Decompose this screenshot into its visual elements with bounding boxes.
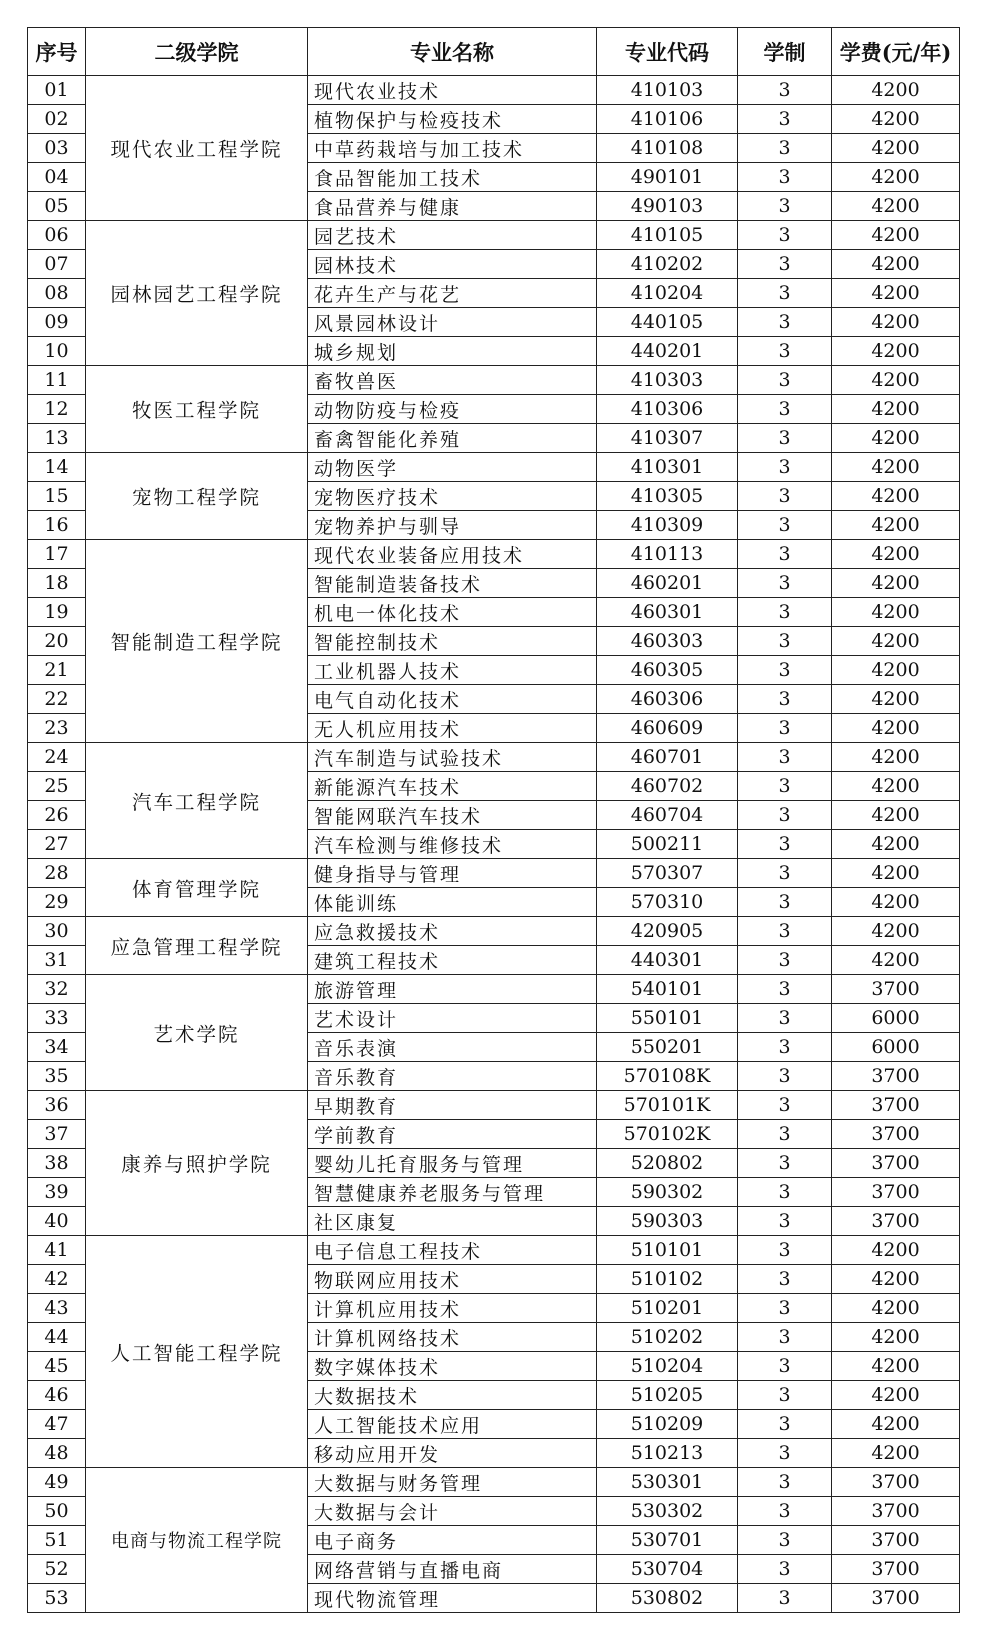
major-code: 440201 bbox=[597, 337, 738, 366]
major-code: 410306 bbox=[597, 395, 738, 424]
duration: 3 bbox=[738, 1091, 832, 1120]
major-code: 460305 bbox=[597, 656, 738, 685]
major-code: 410105 bbox=[597, 221, 738, 250]
row-index: 33 bbox=[28, 1004, 86, 1033]
major-code: 570101K bbox=[597, 1091, 738, 1120]
tuition: 4200 bbox=[832, 1352, 960, 1381]
tuition: 4200 bbox=[832, 163, 960, 192]
duration: 3 bbox=[738, 1468, 832, 1497]
row-index: 05 bbox=[28, 192, 86, 221]
major-name: 植物保护与检疫技术 bbox=[308, 105, 597, 134]
row-index: 08 bbox=[28, 279, 86, 308]
tuition: 3700 bbox=[832, 1091, 960, 1120]
tuition: 4200 bbox=[832, 946, 960, 975]
major-name: 应急救援技术 bbox=[308, 917, 597, 946]
major-name: 园林技术 bbox=[308, 250, 597, 279]
major-code: 550101 bbox=[597, 1004, 738, 1033]
college-name: 康养与照护学院 bbox=[86, 1091, 308, 1236]
major-name: 学前教育 bbox=[308, 1120, 597, 1149]
duration: 3 bbox=[738, 656, 832, 685]
major-name: 机电一体化技术 bbox=[308, 598, 597, 627]
duration: 3 bbox=[738, 975, 832, 1004]
major-code: 510201 bbox=[597, 1294, 738, 1323]
row-index: 34 bbox=[28, 1033, 86, 1062]
tuition: 4200 bbox=[832, 598, 960, 627]
duration: 3 bbox=[738, 714, 832, 743]
duration: 3 bbox=[738, 134, 832, 163]
duration: 3 bbox=[738, 1526, 832, 1555]
major-name: 旅游管理 bbox=[308, 975, 597, 1004]
major-code: 570307 bbox=[597, 859, 738, 888]
major-name: 动物防疫与检疫 bbox=[308, 395, 597, 424]
tuition: 6000 bbox=[832, 1004, 960, 1033]
row-index: 17 bbox=[28, 540, 86, 569]
tuition: 4200 bbox=[832, 366, 960, 395]
tuition: 6000 bbox=[832, 1033, 960, 1062]
tuition: 4200 bbox=[832, 859, 960, 888]
major-name: 宠物医疗技术 bbox=[308, 482, 597, 511]
tuition: 4200 bbox=[832, 192, 960, 221]
major-code: 420905 bbox=[597, 917, 738, 946]
duration: 3 bbox=[738, 1352, 832, 1381]
header-college: 二级学院 bbox=[86, 28, 308, 76]
tuition: 4200 bbox=[832, 279, 960, 308]
major-name: 汽车制造与试验技术 bbox=[308, 743, 597, 772]
row-index: 31 bbox=[28, 946, 86, 975]
major-code: 460609 bbox=[597, 714, 738, 743]
major-code: 460701 bbox=[597, 743, 738, 772]
major-code: 410303 bbox=[597, 366, 738, 395]
major-code: 510205 bbox=[597, 1381, 738, 1410]
major-name: 新能源汽车技术 bbox=[308, 772, 597, 801]
duration: 3 bbox=[738, 1439, 832, 1468]
row-index: 27 bbox=[28, 830, 86, 859]
duration: 3 bbox=[738, 1381, 832, 1410]
tuition: 3700 bbox=[832, 975, 960, 1004]
duration: 3 bbox=[738, 163, 832, 192]
major-code: 590302 bbox=[597, 1178, 738, 1207]
major-name: 无人机应用技术 bbox=[308, 714, 597, 743]
row-index: 01 bbox=[28, 76, 86, 105]
major-code: 570310 bbox=[597, 888, 738, 917]
college-name: 宠物工程学院 bbox=[86, 453, 308, 540]
row-index: 40 bbox=[28, 1207, 86, 1236]
duration: 3 bbox=[738, 337, 832, 366]
tuition: 4200 bbox=[832, 1265, 960, 1294]
row-index: 21 bbox=[28, 656, 86, 685]
major-code: 410307 bbox=[597, 424, 738, 453]
row-index: 44 bbox=[28, 1323, 86, 1352]
header-major-code: 专业代码 bbox=[597, 28, 738, 76]
row-index: 41 bbox=[28, 1236, 86, 1265]
major-name: 智能网联汽车技术 bbox=[308, 801, 597, 830]
tuition: 4200 bbox=[832, 569, 960, 598]
major-name: 畜禽智能化养殖 bbox=[308, 424, 597, 453]
tuition: 4200 bbox=[832, 917, 960, 946]
duration: 3 bbox=[738, 888, 832, 917]
major-code: 440105 bbox=[597, 308, 738, 337]
tuition: 4200 bbox=[832, 482, 960, 511]
major-code: 410108 bbox=[597, 134, 738, 163]
row-index: 43 bbox=[28, 1294, 86, 1323]
major-name: 电气自动化技术 bbox=[308, 685, 597, 714]
table-row bbox=[28, 1091, 960, 1120]
duration: 3 bbox=[738, 105, 832, 134]
major-name: 婴幼儿托育服务与管理 bbox=[308, 1149, 597, 1178]
table-row bbox=[28, 743, 960, 772]
major-name: 畜牧兽医 bbox=[308, 366, 597, 395]
duration: 3 bbox=[738, 1207, 832, 1236]
row-index: 23 bbox=[28, 714, 86, 743]
major-code: 510102 bbox=[597, 1265, 738, 1294]
row-index: 47 bbox=[28, 1410, 86, 1439]
tuition: 3700 bbox=[832, 1120, 960, 1149]
tuition: 4200 bbox=[832, 801, 960, 830]
major-code: 460702 bbox=[597, 772, 738, 801]
row-index: 35 bbox=[28, 1062, 86, 1091]
major-name: 音乐表演 bbox=[308, 1033, 597, 1062]
tuition: 4200 bbox=[832, 714, 960, 743]
major-name: 智能制造装备技术 bbox=[308, 569, 597, 598]
major-name: 大数据与会计 bbox=[308, 1497, 597, 1526]
major-code: 410309 bbox=[597, 511, 738, 540]
tuition: 3700 bbox=[832, 1584, 960, 1613]
duration: 3 bbox=[738, 1497, 832, 1526]
major-name: 大数据技术 bbox=[308, 1381, 597, 1410]
major-code: 460303 bbox=[597, 627, 738, 656]
major-code: 410113 bbox=[597, 540, 738, 569]
header-row bbox=[28, 28, 960, 76]
tuition: 4200 bbox=[832, 888, 960, 917]
duration: 3 bbox=[738, 366, 832, 395]
major-code: 410106 bbox=[597, 105, 738, 134]
row-index: 28 bbox=[28, 859, 86, 888]
row-index: 10 bbox=[28, 337, 86, 366]
major-name: 宠物养护与驯导 bbox=[308, 511, 597, 540]
row-index: 49 bbox=[28, 1468, 86, 1497]
major-name: 城乡规划 bbox=[308, 337, 597, 366]
major-name: 现代农业技术 bbox=[308, 76, 597, 105]
duration: 3 bbox=[738, 1265, 832, 1294]
row-index: 07 bbox=[28, 250, 86, 279]
tuition: 3700 bbox=[832, 1062, 960, 1091]
table-row bbox=[28, 859, 960, 888]
tuition: 3700 bbox=[832, 1555, 960, 1584]
duration: 3 bbox=[738, 917, 832, 946]
major-code: 410301 bbox=[597, 453, 738, 482]
row-index: 42 bbox=[28, 1265, 86, 1294]
major-code: 510204 bbox=[597, 1352, 738, 1381]
major-code: 410305 bbox=[597, 482, 738, 511]
row-index: 25 bbox=[28, 772, 86, 801]
major-code: 510202 bbox=[597, 1323, 738, 1352]
major-code: 570102K bbox=[597, 1120, 738, 1149]
major-code: 500211 bbox=[597, 830, 738, 859]
duration: 3 bbox=[738, 1236, 832, 1265]
duration: 3 bbox=[738, 1410, 832, 1439]
row-index: 16 bbox=[28, 511, 86, 540]
row-index: 18 bbox=[28, 569, 86, 598]
duration: 3 bbox=[738, 192, 832, 221]
tuition: 4200 bbox=[832, 76, 960, 105]
major-name: 人工智能技术应用 bbox=[308, 1410, 597, 1439]
major-code: 410204 bbox=[597, 279, 738, 308]
college-name: 应急管理工程学院 bbox=[86, 917, 308, 975]
duration: 3 bbox=[738, 424, 832, 453]
tuition: 4200 bbox=[832, 221, 960, 250]
major-code: 440301 bbox=[597, 946, 738, 975]
college-name: 体育管理学院 bbox=[86, 859, 308, 917]
major-code: 590303 bbox=[597, 1207, 738, 1236]
duration: 3 bbox=[738, 1149, 832, 1178]
tuition: 4200 bbox=[832, 511, 960, 540]
row-index: 03 bbox=[28, 134, 86, 163]
major-code: 530302 bbox=[597, 1497, 738, 1526]
major-code: 530802 bbox=[597, 1584, 738, 1613]
major-name: 智能控制技术 bbox=[308, 627, 597, 656]
tuition: 4200 bbox=[832, 540, 960, 569]
duration: 3 bbox=[738, 540, 832, 569]
duration: 3 bbox=[738, 830, 832, 859]
duration: 3 bbox=[738, 569, 832, 598]
row-index: 51 bbox=[28, 1526, 86, 1555]
tuition: 4200 bbox=[832, 1381, 960, 1410]
tuition: 4200 bbox=[832, 1410, 960, 1439]
tuition: 3700 bbox=[832, 1497, 960, 1526]
college-name: 艺术学院 bbox=[86, 975, 308, 1091]
major-code: 490101 bbox=[597, 163, 738, 192]
college-name: 园林园艺工程学院 bbox=[86, 221, 308, 366]
tuition: 4200 bbox=[832, 1323, 960, 1352]
tuition: 4200 bbox=[832, 337, 960, 366]
college-name: 人工智能工程学院 bbox=[86, 1236, 308, 1468]
row-index: 45 bbox=[28, 1352, 86, 1381]
duration: 3 bbox=[738, 1062, 832, 1091]
row-index: 36 bbox=[28, 1091, 86, 1120]
major-name: 社区康复 bbox=[308, 1207, 597, 1236]
major-name: 智慧健康养老服务与管理 bbox=[308, 1178, 597, 1207]
major-name: 动物医学 bbox=[308, 453, 597, 482]
tuition: 4200 bbox=[832, 453, 960, 482]
duration: 3 bbox=[738, 772, 832, 801]
duration: 3 bbox=[738, 598, 832, 627]
duration: 3 bbox=[738, 1323, 832, 1352]
duration: 3 bbox=[738, 76, 832, 105]
header-duration: 学制 bbox=[738, 28, 832, 76]
header-tuition: 学费(元/年) bbox=[832, 28, 960, 76]
row-index: 06 bbox=[28, 221, 86, 250]
duration: 3 bbox=[738, 279, 832, 308]
row-index: 52 bbox=[28, 1555, 86, 1584]
major-code: 510101 bbox=[597, 1236, 738, 1265]
row-index: 22 bbox=[28, 685, 86, 714]
majors-tuition-table bbox=[27, 27, 960, 1613]
duration: 3 bbox=[738, 801, 832, 830]
major-name: 体能训练 bbox=[308, 888, 597, 917]
row-index: 15 bbox=[28, 482, 86, 511]
major-name: 建筑工程技术 bbox=[308, 946, 597, 975]
major-name: 汽车检测与维修技术 bbox=[308, 830, 597, 859]
row-index: 04 bbox=[28, 163, 86, 192]
major-name: 电子信息工程技术 bbox=[308, 1236, 597, 1265]
major-name: 风景园林设计 bbox=[308, 308, 597, 337]
row-index: 39 bbox=[28, 1178, 86, 1207]
tuition: 4200 bbox=[832, 308, 960, 337]
tuition: 4200 bbox=[832, 830, 960, 859]
tuition: 4200 bbox=[832, 395, 960, 424]
row-index: 12 bbox=[28, 395, 86, 424]
college-name: 汽车工程学院 bbox=[86, 743, 308, 859]
duration: 3 bbox=[738, 1033, 832, 1062]
major-code: 460306 bbox=[597, 685, 738, 714]
tuition: 3700 bbox=[832, 1149, 960, 1178]
table-row bbox=[28, 917, 960, 946]
duration: 3 bbox=[738, 946, 832, 975]
major-code: 410103 bbox=[597, 76, 738, 105]
duration: 3 bbox=[738, 453, 832, 482]
tuition: 4200 bbox=[832, 1294, 960, 1323]
major-name: 食品营养与健康 bbox=[308, 192, 597, 221]
row-index: 20 bbox=[28, 627, 86, 656]
row-index: 11 bbox=[28, 366, 86, 395]
tuition: 4200 bbox=[832, 743, 960, 772]
major-name: 大数据与财务管理 bbox=[308, 1468, 597, 1497]
row-index: 38 bbox=[28, 1149, 86, 1178]
tuition: 4200 bbox=[832, 772, 960, 801]
header-major-name: 专业名称 bbox=[308, 28, 597, 76]
tuition: 3700 bbox=[832, 1207, 960, 1236]
row-index: 48 bbox=[28, 1439, 86, 1468]
row-index: 46 bbox=[28, 1381, 86, 1410]
tuition: 4200 bbox=[832, 424, 960, 453]
row-index: 24 bbox=[28, 743, 86, 772]
major-code: 520802 bbox=[597, 1149, 738, 1178]
major-name: 计算机网络技术 bbox=[308, 1323, 597, 1352]
major-name: 艺术设计 bbox=[308, 1004, 597, 1033]
major-name: 网络营销与直播电商 bbox=[308, 1555, 597, 1584]
row-index: 14 bbox=[28, 453, 86, 482]
major-code: 460704 bbox=[597, 801, 738, 830]
major-name: 园艺技术 bbox=[308, 221, 597, 250]
duration: 3 bbox=[738, 1584, 832, 1613]
major-name: 现代农业装备应用技术 bbox=[308, 540, 597, 569]
major-code: 530701 bbox=[597, 1526, 738, 1555]
row-index: 32 bbox=[28, 975, 86, 1004]
major-name: 健身指导与管理 bbox=[308, 859, 597, 888]
major-code: 490103 bbox=[597, 192, 738, 221]
major-code: 570108K bbox=[597, 1062, 738, 1091]
row-index: 37 bbox=[28, 1120, 86, 1149]
table-row bbox=[28, 1236, 960, 1265]
major-name: 工业机器人技术 bbox=[308, 656, 597, 685]
tuition: 3700 bbox=[832, 1178, 960, 1207]
row-index: 19 bbox=[28, 598, 86, 627]
major-name: 数字媒体技术 bbox=[308, 1352, 597, 1381]
duration: 3 bbox=[738, 1294, 832, 1323]
duration: 3 bbox=[738, 627, 832, 656]
tuition: 4200 bbox=[832, 105, 960, 134]
duration: 3 bbox=[738, 859, 832, 888]
major-code: 530301 bbox=[597, 1468, 738, 1497]
tuition: 4200 bbox=[832, 250, 960, 279]
header-index: 序号 bbox=[28, 28, 86, 76]
duration: 3 bbox=[738, 511, 832, 540]
tuition: 4200 bbox=[832, 134, 960, 163]
tuition: 4200 bbox=[832, 656, 960, 685]
tuition: 4200 bbox=[832, 1236, 960, 1265]
major-code: 410202 bbox=[597, 250, 738, 279]
tuition: 3700 bbox=[832, 1468, 960, 1497]
row-index: 53 bbox=[28, 1584, 86, 1613]
tuition: 4200 bbox=[832, 1439, 960, 1468]
college-name: 牧医工程学院 bbox=[86, 366, 308, 453]
major-code: 510209 bbox=[597, 1410, 738, 1439]
tuition: 3700 bbox=[832, 1526, 960, 1555]
row-index: 29 bbox=[28, 888, 86, 917]
major-name: 食品智能加工技术 bbox=[308, 163, 597, 192]
major-code: 530704 bbox=[597, 1555, 738, 1584]
major-code: 460301 bbox=[597, 598, 738, 627]
major-name: 音乐教育 bbox=[308, 1062, 597, 1091]
duration: 3 bbox=[738, 1004, 832, 1033]
duration: 3 bbox=[738, 250, 832, 279]
duration: 3 bbox=[738, 1120, 832, 1149]
duration: 3 bbox=[738, 482, 832, 511]
major-code: 510213 bbox=[597, 1439, 738, 1468]
major-name: 计算机应用技术 bbox=[308, 1294, 597, 1323]
duration: 3 bbox=[738, 221, 832, 250]
college-name: 电商与物流工程学院 bbox=[86, 1468, 308, 1613]
major-name: 花卉生产与花艺 bbox=[308, 279, 597, 308]
table-row bbox=[28, 540, 960, 569]
duration: 3 bbox=[738, 1178, 832, 1207]
row-index: 30 bbox=[28, 917, 86, 946]
major-code: 460201 bbox=[597, 569, 738, 598]
tuition: 4200 bbox=[832, 627, 960, 656]
row-index: 13 bbox=[28, 424, 86, 453]
table-row bbox=[28, 975, 960, 1004]
major-name: 移动应用开发 bbox=[308, 1439, 597, 1468]
major-name: 电子商务 bbox=[308, 1526, 597, 1555]
table-row bbox=[28, 76, 960, 105]
table-row bbox=[28, 1468, 960, 1497]
table-row bbox=[28, 453, 960, 482]
major-name: 物联网应用技术 bbox=[308, 1265, 597, 1294]
table-body bbox=[28, 76, 960, 1613]
college-name: 智能制造工程学院 bbox=[86, 540, 308, 743]
major-name: 中草药栽培与加工技术 bbox=[308, 134, 597, 163]
major-code: 540101 bbox=[597, 975, 738, 1004]
duration: 3 bbox=[738, 395, 832, 424]
duration: 3 bbox=[738, 308, 832, 337]
table-row bbox=[28, 221, 960, 250]
major-code: 550201 bbox=[597, 1033, 738, 1062]
table-row bbox=[28, 366, 960, 395]
duration: 3 bbox=[738, 1555, 832, 1584]
major-name: 现代物流管理 bbox=[308, 1584, 597, 1613]
row-index: 02 bbox=[28, 105, 86, 134]
row-index: 50 bbox=[28, 1497, 86, 1526]
college-name: 现代农业工程学院 bbox=[86, 76, 308, 221]
row-index: 09 bbox=[28, 308, 86, 337]
duration: 3 bbox=[738, 685, 832, 714]
duration: 3 bbox=[738, 743, 832, 772]
major-name: 早期教育 bbox=[308, 1091, 597, 1120]
tuition: 4200 bbox=[832, 685, 960, 714]
row-index: 26 bbox=[28, 801, 86, 830]
